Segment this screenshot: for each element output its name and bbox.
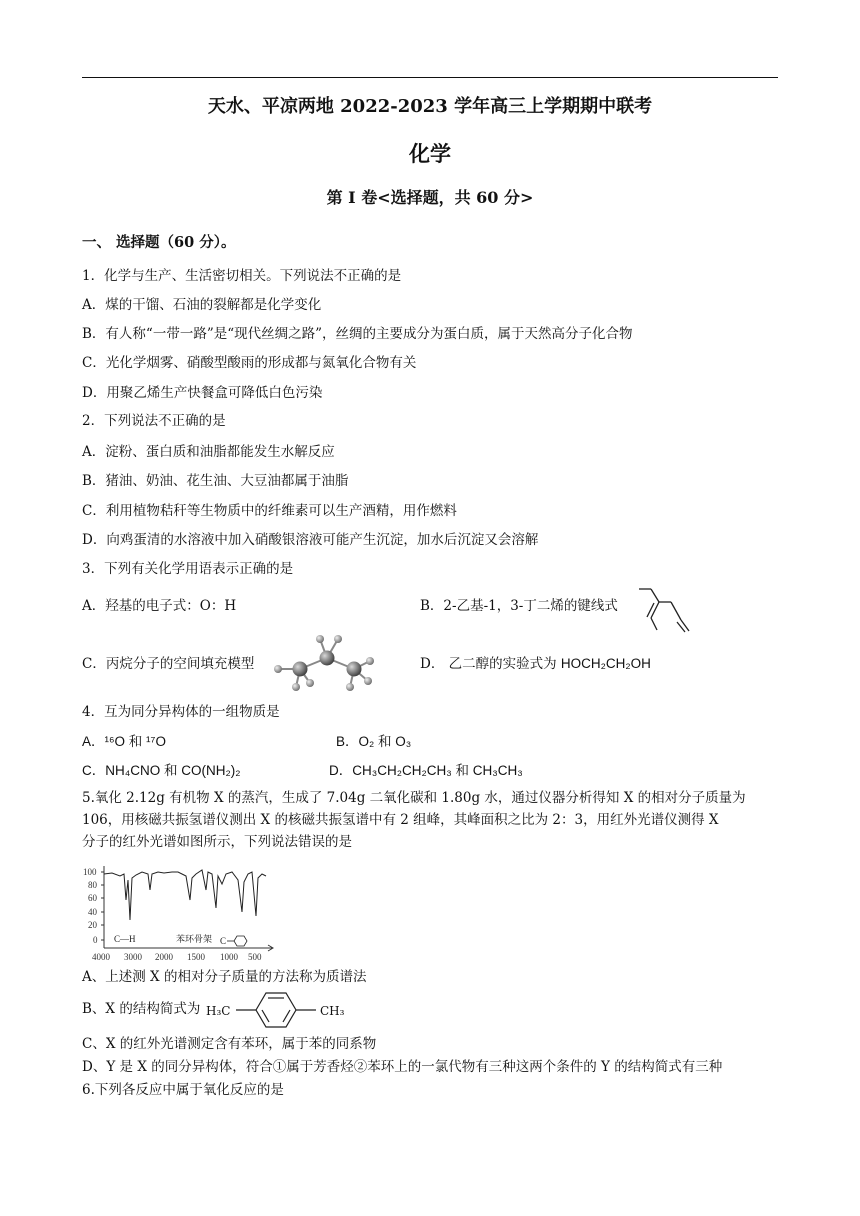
q2-option-a: A．淀粉、蛋白质和油脂都能发生水解反应 [82,444,335,460]
benzene-ring-icon [234,936,247,946]
q2-stem: 2．下列说法不正确的是 [82,413,226,429]
q1-stem: 1．化学与生产、生活密切相关。下列说法不正确的是 [82,268,402,284]
q4-option-b: B．O₂ 和 O₃ [336,734,412,749]
section-heading: 一、 选择题（60 分）。 [82,234,236,251]
y-tick-label: 0 [93,935,98,945]
ir-label-c: C [220,936,227,946]
ir-spectrum-chart [82,860,282,962]
p-xylene-left-methyl: H₃C [206,1004,231,1018]
q3-option-c: C．丙烷分子的空间填充模型 [82,656,255,672]
q1-option-b: B．有人称“一带一路”是“现代丝绸之路”，丝绸的主要成分为蛋白质，属于天然高分子化合物 [82,326,633,342]
volume-title: 第 I 卷<选择题，共 60 分> [326,188,534,207]
subject-title: 化学 [409,141,451,166]
top-rule [82,77,778,78]
q5-stem-line-1: 5.氧化 2.12g 有机物 X 的蒸汽，生成了 7.04g 二氧化碳和 1.80g 水，通过仪器分析得知 X 的相对分子质量为 [82,790,746,806]
p-xylene-right-methyl: CH₃ [320,1004,345,1018]
q5-stem-line-3: 分子的红外光谱如图所示，下列说法错误的是 [82,834,352,850]
ir-label-ch: C—H [114,934,136,944]
ir-label-ring: 苯环骨架 [176,934,213,944]
x-tick-label: 2000 [155,952,173,962]
x-tick-label: 500 [248,952,262,962]
q4-stem: 4．互为同分异构体的一组物质是 [82,704,280,720]
q4-option-d: D．CH₃CH₂CH₂CH₃ 和 CH₃CH₃ [329,763,523,778]
ir-transmittance-curve [104,870,266,920]
q2-option-d: D．向鸡蛋清的水溶液中加入硝酸银溶液可能产生沉淀，加水后沉淀又会溶解 [82,532,539,548]
q5-stem-line-2: 106，用核磁共振氢谱仪测出 X 的核磁共振氢谱中有 2 组峰，其峰面积之比为 2：3，用红外光谱仪测得 X [82,812,719,828]
q5-option-d: D、Y 是 X 的同分异构体，符合①属于芳香烃②苯环上的一氯代物有三种这两个条件的 Y 的结构简式有三种 [82,1059,723,1075]
x-tick-label: 4000 [92,952,110,962]
ethyl-butadiene-skeletal-formula [635,584,695,634]
p-xylene-structure [236,990,316,1034]
q5-option-c: C、X 的红外光谱测定含有苯环，属于苯的同系物 [82,1036,377,1052]
exam-title: 天水、平凉两地 2022-2023 学年高三上学期期中联考 [207,96,653,117]
y-tick-label: 60 [88,893,97,903]
q3-option-d-formula: HOCH₂CH₂OH [560,656,651,671]
x-tick-label: 1500 [187,952,205,962]
q1-option-a: A．煤的干馏、石油的裂解都是化学变化 [82,297,322,313]
y-tick-label: 100 [83,867,97,877]
y-tick-label: 80 [88,880,97,890]
q3-option-b: B．2-乙基-1，3-丁二烯的键线式 [420,598,618,614]
y-tick-label: 40 [88,907,97,917]
q3-option-a: A．羟基的电子式：O：H [82,598,237,614]
q3-option-d [420,655,651,673]
q4-option-a: A．¹⁶O 和 ¹⁷O [82,734,166,749]
y-tick-label: 20 [88,920,97,930]
propane-space-filling-model [272,631,378,691]
x-tick-label: 3000 [124,952,142,962]
x-tick-label: 1000 [220,952,238,962]
q5-option-b: B、X 的结构简式为 [82,1001,201,1017]
q6-stem: 6.下列各反应中属于氧化反应的是 [82,1082,284,1098]
q2-option-b: B．猪油、奶油、花生油、大豆油都属于油脂 [82,473,349,489]
q5-option-a: A、上述测 X 的相对分子质量的方法称为质谱法 [82,969,367,985]
q2-option-c: C．利用植物秸秆等生物质中的纤维素可以生产酒精，用作燃料 [82,503,457,519]
q1-option-c: C．光化学烟雾、硝酸型酸雨的形成都与氮氧化合物有关 [82,355,417,371]
q1-option-d: D．用聚乙烯生产快餐盒可降低白色污染 [82,385,323,401]
q4-option-c: C．NH₄CNO 和 CO(NH₂)₂ [82,763,241,778]
q3-stem: 3．下列有关化学用语表示正确的是 [82,561,294,577]
q3-option-d-prefix: D． 乙二醇的实验式为 [420,656,561,672]
